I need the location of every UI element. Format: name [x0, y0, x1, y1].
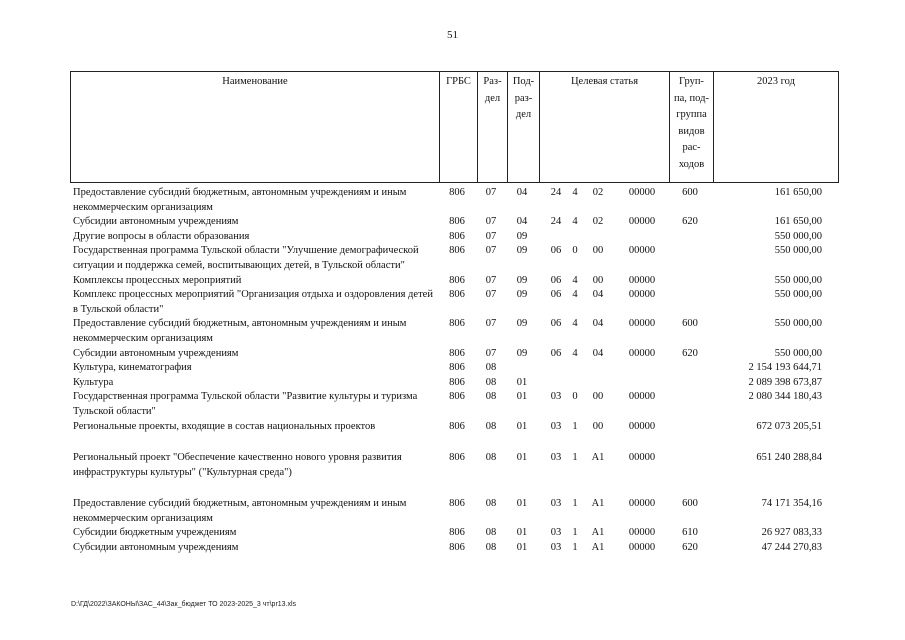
row-name: Региональный проект "Обеспечение качественно нового уровня развития инфраструктуры культуры" ("Культурная среда") — [73, 452, 402, 478]
table-row — [70, 317, 840, 346]
cell-pr: 09 — [516, 347, 528, 359]
row-name: Культура, кинематография — [73, 362, 192, 374]
cell-vr: 620 — [682, 347, 698, 359]
table-row — [70, 288, 840, 317]
cell-amount: 651 240 288,84 — [756, 452, 822, 464]
cell-amount: 26 927 083,33 — [761, 527, 822, 539]
cell-pr: 04 — [516, 216, 528, 228]
cell-vr: 600 — [682, 187, 698, 198]
cell-t3: 00 — [592, 391, 604, 403]
cell-grbs: 806 — [449, 347, 465, 359]
cell-pr: 01 — [516, 527, 528, 539]
table-row — [70, 451, 840, 480]
table-row — [70, 274, 840, 289]
cell-rz: 08 — [485, 420, 497, 432]
cell-pr: 09 — [516, 230, 528, 242]
cell-vr: 620 — [682, 542, 698, 554]
cell-t1: 03 — [550, 391, 562, 403]
cell-grbs: 806 — [449, 274, 465, 286]
cell-t1: 06 — [550, 347, 562, 359]
cell-amount: 74 171 354,16 — [761, 498, 822, 510]
cell-vr: 620 — [682, 216, 698, 228]
table-row — [70, 420, 840, 435]
cell-rz: 07 — [485, 216, 497, 228]
row-name: Другие вопросы в области образования — [73, 230, 250, 242]
cell-grbs: 806 — [449, 318, 465, 330]
cell-grbs: 806 — [449, 527, 465, 539]
row-name: Региональные проекты, входящие в состав национальных проектов — [73, 420, 376, 432]
cell-amount: 2 080 344 180,43 — [748, 391, 822, 403]
cell-rz: 07 — [485, 245, 497, 257]
cell-t4: 00000 — [628, 347, 656, 359]
cell-t3: A1 — [591, 542, 605, 554]
cell-vr: 600 — [682, 318, 698, 330]
cell-rz: 08 — [485, 362, 497, 374]
cell-rz: 07 — [485, 347, 497, 359]
cell-grbs: 806 — [449, 216, 465, 228]
cell-t3: A1 — [591, 498, 605, 510]
table-row — [70, 376, 840, 391]
table-row — [70, 347, 840, 362]
cell-t3: 04 — [592, 318, 604, 330]
cell-t4: 00000 — [628, 318, 656, 330]
cell-t4: 00000 — [628, 391, 656, 403]
row-name: Субсидии бюджетным учреждениям — [73, 527, 237, 539]
cell-t2: 1 — [572, 420, 578, 432]
table-row — [70, 497, 840, 526]
row-name: Субсидии автономным учреждениям — [73, 347, 239, 359]
cell-grbs: 806 — [449, 289, 465, 301]
cell-t2: 4 — [572, 274, 578, 286]
cell-t3: 04 — [592, 347, 604, 359]
cell-grbs: 806 — [449, 376, 465, 388]
cell-t4: 00000 — [628, 245, 656, 257]
cell-rz: 07 — [485, 318, 497, 330]
table-body — [70, 186, 840, 556]
cell-pr: 09 — [516, 245, 528, 257]
cell-grbs: 806 — [449, 245, 465, 257]
header-grbs: ГРБС — [439, 72, 477, 182]
cell-rz: 07 — [485, 230, 497, 242]
table-row — [70, 244, 840, 273]
table-row — [70, 390, 840, 419]
header-razdel: Раз- дел — [477, 72, 507, 182]
cell-t1: 03 — [550, 452, 562, 464]
cell-rz: 08 — [485, 527, 497, 539]
cell-amount: 550 000,00 — [774, 274, 822, 286]
row-name: Предоставление субсидий бюджетным, автономным учреждениям и иным некоммерческим организациям — [73, 187, 407, 213]
header-podrazdel: Под- раз- дел — [507, 72, 539, 182]
cell-grbs: 806 — [449, 187, 465, 198]
cell-rz: 08 — [485, 498, 497, 510]
cell-t1: 06 — [550, 289, 562, 301]
cell-rz: 07 — [485, 289, 497, 301]
cell-t2: 1 — [572, 542, 578, 554]
cell-t3: 02 — [592, 187, 604, 198]
header-target: Целевая статья — [539, 72, 669, 182]
cell-t1: 03 — [550, 420, 562, 432]
header-group: Груп- па, под- группа видов рас- ходов — [669, 72, 713, 182]
cell-amount: 161 650,00 — [774, 216, 822, 228]
footer-path: D:\ГД\2022\ЗАКОНЫ\ЗАС_44\Зак_бюджет ТО 2023-2025_3 чт\pr13.xls — [71, 601, 297, 608]
cell-amount: 47 244 270,83 — [761, 542, 822, 554]
cell-t1: 06 — [550, 245, 562, 257]
cell-t2: 4 — [572, 216, 578, 228]
cell-t2: 1 — [572, 452, 578, 464]
cell-t4: 00000 — [628, 216, 656, 228]
cell-t2: 4 — [572, 187, 578, 198]
cell-t3: 00 — [592, 245, 604, 257]
cell-amount: 550 000,00 — [774, 289, 822, 301]
cell-t1: 03 — [550, 542, 562, 554]
table-row — [70, 541, 840, 556]
cell-pr: 09 — [516, 289, 528, 301]
row-name: Предоставление субсидий бюджетным, автономным учреждениям и иным некоммерческим организациям — [73, 498, 407, 524]
cell-t1: 03 — [550, 498, 562, 510]
cell-grbs: 806 — [449, 498, 465, 510]
row-name: Культура — [73, 376, 114, 388]
cell-grbs: 806 — [449, 391, 465, 403]
header-year: 2023 год — [713, 72, 838, 182]
cell-pr: 01 — [516, 498, 528, 510]
cell-rz: 08 — [485, 452, 497, 464]
cell-t2: 0 — [572, 245, 578, 257]
cell-rz: 08 — [485, 391, 497, 403]
cell-t2: 0 — [572, 391, 578, 403]
cell-pr: 09 — [516, 318, 528, 330]
row-name: Предоставление субсидий бюджетным, автономным учреждениям и иным некоммерческим организациям — [73, 318, 407, 344]
cell-t4: 00000 — [628, 542, 656, 554]
table-row — [70, 361, 840, 376]
cell-rz: 07 — [485, 187, 497, 198]
cell-t3: A1 — [591, 452, 605, 464]
cell-rz: 08 — [485, 542, 497, 554]
cell-t2: 4 — [572, 318, 578, 330]
table-row — [70, 215, 840, 230]
cell-pr: 04 — [516, 187, 528, 198]
cell-t1: 03 — [550, 527, 562, 539]
cell-amount: 2 089 398 673,87 — [748, 376, 822, 388]
cell-t2: 4 — [572, 289, 578, 301]
cell-rz: 07 — [485, 274, 497, 286]
cell-grbs: 806 — [449, 452, 465, 464]
cell-pr: 01 — [516, 542, 528, 554]
cell-t4: 00000 — [628, 187, 656, 198]
cell-t4: 00000 — [628, 498, 656, 510]
cell-t1: 24 — [550, 216, 562, 228]
cell-t4: 00000 — [628, 274, 656, 286]
row-name: Государственная программа Тульской области "Развитие культуры и туризма Тульской области" — [73, 391, 418, 417]
cell-t2: 4 — [572, 347, 578, 359]
cell-t3: 00 — [592, 274, 604, 286]
cell-t3: 00 — [592, 420, 604, 432]
cell-grbs: 806 — [449, 542, 465, 554]
row-name: Комплекс процессных мероприятий "Организация отдыха и оздоровления детей в Тульской области" — [73, 289, 433, 315]
table-row — [70, 186, 840, 215]
cell-t2: 1 — [572, 498, 578, 510]
cell-t3: A1 — [591, 527, 605, 539]
cell-pr: 01 — [516, 420, 528, 432]
cell-pr: 09 — [516, 274, 528, 286]
cell-amount: 550 000,00 — [774, 245, 822, 257]
row-name: Субсидии автономным учреждениям — [73, 542, 239, 554]
cell-amount: 550 000,00 — [774, 347, 822, 359]
cell-grbs: 806 — [449, 362, 465, 374]
header-name: Наименование — [222, 76, 288, 87]
cell-grbs: 806 — [449, 230, 465, 242]
cell-amount: 161 650,00 — [774, 187, 822, 198]
cell-amount: 550 000,00 — [774, 230, 822, 242]
cell-t2: 1 — [572, 527, 578, 539]
cell-t1: 24 — [550, 187, 562, 198]
cell-amount: 2 154 193 644,71 — [748, 362, 822, 374]
cell-amount: 672 073 205,51 — [756, 420, 822, 432]
cell-t1: 06 — [550, 274, 562, 286]
cell-t4: 00000 — [628, 420, 656, 432]
cell-t3: 02 — [592, 216, 604, 228]
cell-pr: 01 — [516, 376, 528, 388]
cell-pr: 01 — [516, 391, 528, 403]
cell-t3: 04 — [592, 289, 604, 301]
cell-pr: 01 — [516, 452, 528, 464]
cell-t4: 00000 — [628, 452, 656, 464]
cell-rz: 08 — [485, 376, 497, 388]
row-name: Государственная программа Тульской области "Улучшение демографической ситуации и поддержка семей, воспитывающих детей, в Тульской области" — [73, 245, 419, 271]
table-row — [70, 526, 840, 541]
row-name: Комплексы процессных мероприятий — [73, 274, 242, 286]
cell-t1: 06 — [550, 318, 562, 330]
row-name: Субсидии автономным учреждениям — [73, 216, 239, 228]
cell-vr: 600 — [682, 498, 698, 510]
cell-t4: 00000 — [628, 289, 656, 301]
cell-grbs: 806 — [449, 420, 465, 432]
table-row — [70, 230, 840, 245]
cell-vr: 610 — [682, 527, 698, 539]
cell-t4: 00000 — [628, 527, 656, 539]
page-number: 51 — [447, 29, 458, 41]
table-header — [70, 71, 839, 183]
cell-amount: 550 000,00 — [774, 318, 822, 330]
